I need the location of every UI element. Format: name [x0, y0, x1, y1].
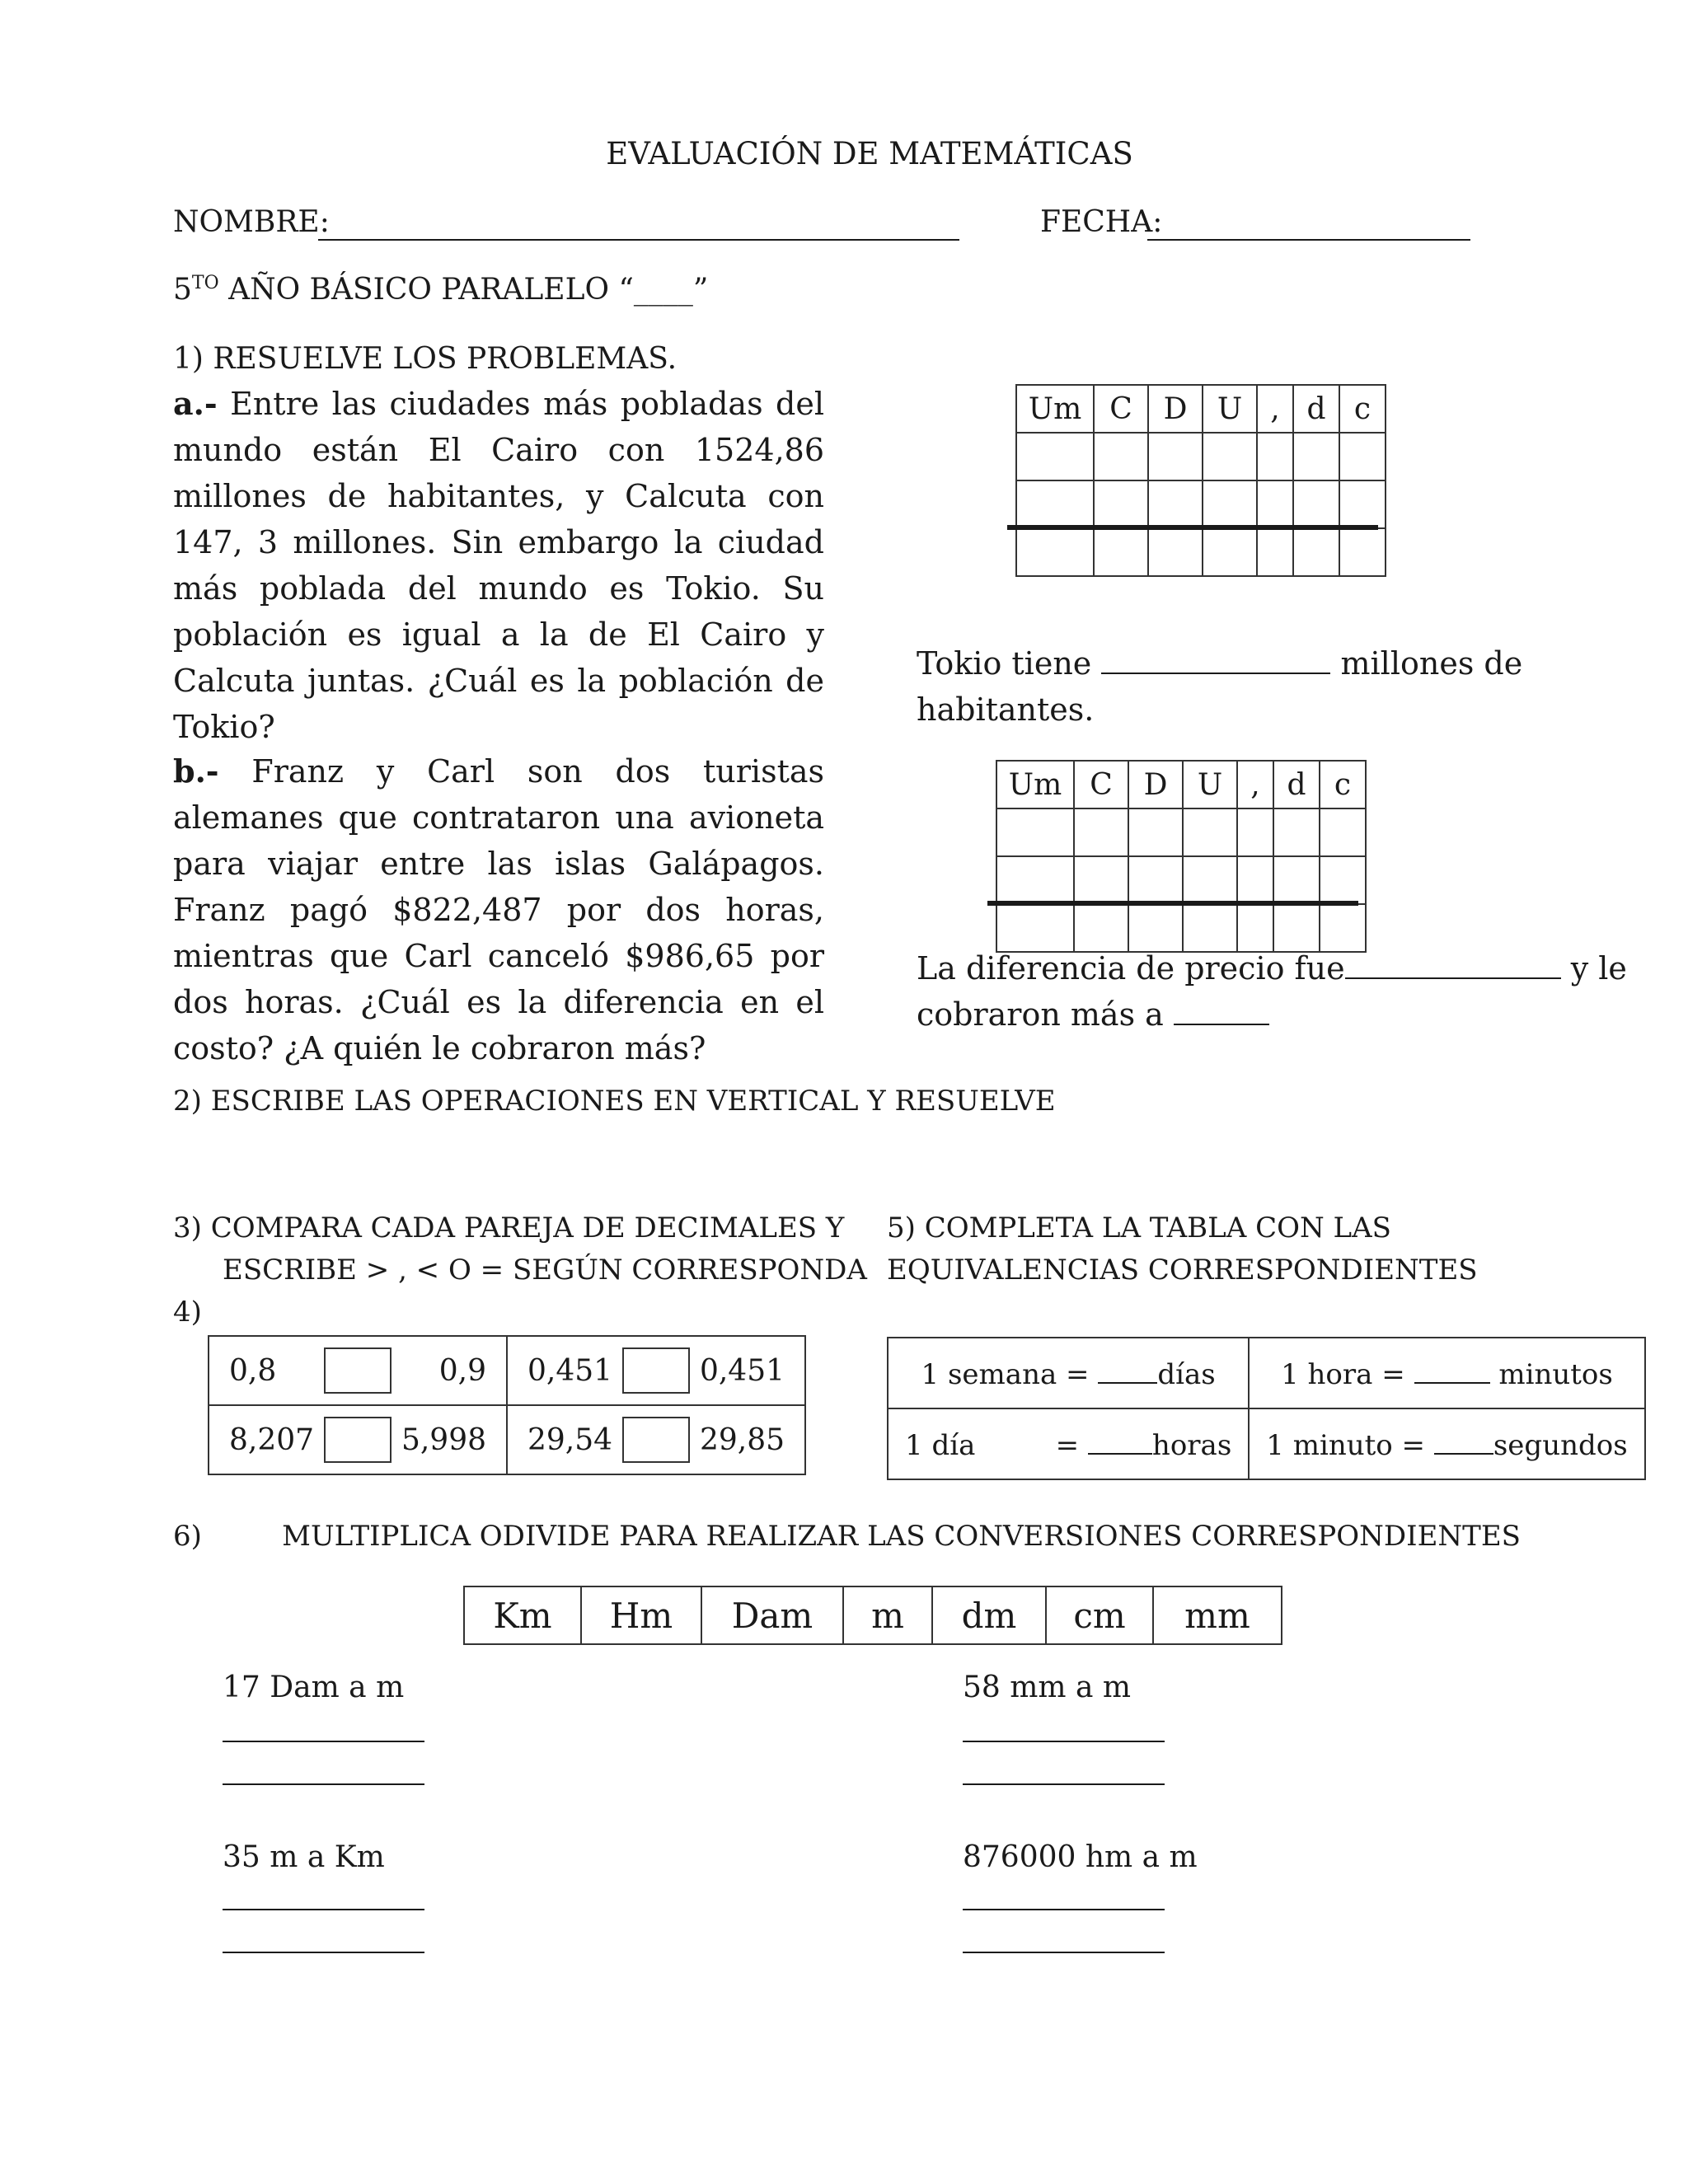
- item4-label: 4): [173, 1296, 202, 1329]
- nombre-field[interactable]: [318, 239, 959, 241]
- conversion-item: 17 Dam a m: [223, 1671, 405, 1704]
- equivalence-label: 1 semana =: [921, 1357, 1099, 1391]
- problem-b-label: b.-: [173, 752, 219, 790]
- equivalence-cell: [888, 1408, 1249, 1479]
- equivalence-label: 1 minuto =: [1266, 1428, 1434, 1462]
- answer-line[interactable]: [963, 1907, 1165, 1910]
- equivalence-unit: minutos: [1489, 1357, 1613, 1391]
- fecha-label: FECHA:: [1040, 205, 1163, 239]
- subtraction-bar: [987, 901, 1358, 906]
- pv-header: d: [1293, 385, 1339, 433]
- compare-left: 29,54: [528, 1422, 613, 1457]
- compare-answer-box[interactable]: [622, 1417, 690, 1463]
- equivalence-blank[interactable]: [1098, 1356, 1157, 1384]
- answer-a-blank[interactable]: [1101, 646, 1330, 674]
- compare-answer-box[interactable]: [324, 1347, 392, 1394]
- pv-row[interactable]: [1016, 528, 1386, 576]
- pv-header: Um: [996, 761, 1074, 808]
- units-table: [463, 1586, 1282, 1645]
- compare-cell: [209, 1405, 507, 1474]
- pv-header: D: [1128, 761, 1183, 808]
- section2-heading: 2) ESCRIBE LAS OPERACIONES EN VERTICAL Y RESUELVE: [173, 1085, 1056, 1118]
- equivalence-blank[interactable]: [1434, 1427, 1493, 1455]
- compare-right: 0,451: [699, 1353, 785, 1388]
- unit-cell: Hm: [581, 1586, 701, 1644]
- compare-right: 5,998: [401, 1422, 486, 1457]
- pv-header: C: [1094, 385, 1148, 433]
- answer-line[interactable]: [223, 1782, 424, 1785]
- equivalence-cell: [1249, 1408, 1644, 1479]
- pv-header: U: [1183, 761, 1237, 808]
- unit-cell: Dam: [701, 1586, 843, 1644]
- grade-sup: TO: [191, 273, 219, 293]
- equivalence-blank[interactable]: [1414, 1356, 1490, 1384]
- place-value-table-a: [1015, 384, 1386, 577]
- answer-b-name-blank[interactable]: [1174, 997, 1269, 1025]
- unit-cell: mm: [1153, 1586, 1282, 1644]
- grade-line: [173, 272, 708, 307]
- place-value-header-row: [996, 761, 1366, 808]
- answer-line[interactable]: [223, 1739, 424, 1742]
- pv-header: c: [1339, 385, 1386, 433]
- answer-a: [917, 645, 1522, 683]
- answer-line[interactable]: [223, 1907, 424, 1910]
- pv-row[interactable]: [1016, 480, 1386, 528]
- conversion-item: 58 mm a m: [963, 1671, 1132, 1704]
- fecha-field[interactable]: [1147, 239, 1470, 241]
- answer-b-pre: La diferencia de precio fue: [917, 950, 1345, 987]
- answer-b-post: y le: [1570, 950, 1627, 987]
- equivalence-cell: [888, 1338, 1249, 1408]
- unit-cell: dm: [932, 1586, 1046, 1644]
- pv-header: c: [1320, 761, 1366, 808]
- answer-a-pre: Tokio tiene: [917, 645, 1092, 682]
- equivalence-blank[interactable]: [1088, 1427, 1152, 1455]
- pv-header: C: [1074, 761, 1128, 808]
- section5-heading-line1: 5) COMPLETA LA TABLA CON LAS: [887, 1212, 1391, 1244]
- problem-b-text: Franz y Carl son dos turistas alemanes que contrataron una avioneta para viajar entre las islas Galápagos. Franz pagó $822,487 por dos horas, mientras que Carl canceló $986,65 por dos horas. ¿Cuál es la diferencia en el costo? ¿A quién le cobraron más?: [173, 753, 824, 1066]
- pv-row[interactable]: [996, 808, 1366, 856]
- compare-answer-box[interactable]: [622, 1347, 690, 1394]
- answer-a-post: millones de: [1340, 645, 1523, 682]
- section3-heading-line2: ESCRIBE > , < O = SEGÚN CORRESPONDA: [223, 1254, 867, 1286]
- conversion-item: 35 m a Km: [223, 1840, 385, 1874]
- grade-prefix: 5: [173, 273, 192, 307]
- section6-heading: 6) MULTIPLICA ODIVIDE PARA REALIZAR LAS CONVERSIONES CORRESPONDIENTES: [173, 1520, 1521, 1553]
- pv-header: d: [1273, 761, 1320, 808]
- sum-bar: [1007, 525, 1378, 530]
- unit-cell: cm: [1046, 1586, 1153, 1644]
- pv-row[interactable]: [1016, 433, 1386, 480]
- equivalence-table: [887, 1337, 1646, 1480]
- compare-cell: [507, 1336, 805, 1405]
- answer-b-line2: [917, 996, 1269, 1034]
- answer-line[interactable]: [963, 1782, 1165, 1785]
- compare-right: 29,85: [699, 1422, 785, 1457]
- section1-heading: 1) RESUELVE LOS PROBLEMAS.: [173, 342, 678, 376]
- equivalence-unit: horas: [1151, 1428, 1232, 1462]
- pv-header: Um: [1016, 385, 1094, 433]
- compare-right: 0,9: [438, 1353, 486, 1388]
- pv-header: U: [1203, 385, 1257, 433]
- place-value-table-b: [996, 760, 1367, 953]
- unit-cell: m: [843, 1586, 932, 1644]
- section5-heading-line2: EQUIVALENCIAS CORRESPONDIENTES: [887, 1254, 1478, 1286]
- pv-row[interactable]: [996, 856, 1366, 904]
- answer-line[interactable]: [963, 1950, 1165, 1953]
- equivalence-unit: días: [1157, 1357, 1216, 1391]
- place-value-header-row: [1016, 385, 1386, 433]
- problem-a-text: Entre las ciudades más pobladas del mundo están El Cairo con 1524,86 millones de habitantes, y Calcuta con 147, 3 millones. Sin embargo la ciudad más poblada del mundo es Tokio. Su población es igual a la de El Cairo y Calcuta juntas. ¿Cuál es la población de Tokio?: [173, 386, 824, 745]
- answer-line[interactable]: [223, 1950, 424, 1953]
- conversion-item: 876000 hm a m: [963, 1840, 1198, 1874]
- answer-a-line2: habitantes.: [917, 691, 1095, 728]
- pv-header: ,: [1257, 385, 1293, 433]
- problem-a: [173, 381, 824, 750]
- problem-a-label: a.-: [173, 385, 218, 422]
- equivalence-label: 1 día =: [905, 1428, 1088, 1462]
- equivalence-label: 1 hora =: [1281, 1357, 1414, 1391]
- answer-b-line2-text: cobraron más a: [917, 996, 1164, 1033]
- compare-cell: [209, 1336, 507, 1405]
- unit-cell: Km: [464, 1586, 581, 1644]
- equivalence-unit: segundos: [1493, 1428, 1628, 1462]
- problem-b: [173, 748, 824, 1071]
- nombre-label: NOMBRE:: [173, 205, 330, 239]
- answer-b-blank[interactable]: [1345, 951, 1561, 979]
- page-title: EVALUACIÓN DE MATEMÁTICAS: [606, 136, 1133, 171]
- compare-table: [208, 1335, 806, 1475]
- pv-header: ,: [1237, 761, 1273, 808]
- compare-answer-box[interactable]: [324, 1417, 392, 1463]
- pv-header: D: [1148, 385, 1203, 433]
- compare-left: 0,451: [528, 1353, 613, 1388]
- answer-line[interactable]: [963, 1739, 1165, 1742]
- compare-cell: [507, 1405, 805, 1474]
- answer-b: [917, 950, 1627, 988]
- grade-text: AÑO BÁSICO PARALELO “____”: [228, 273, 709, 307]
- compare-left: 8,207: [229, 1422, 315, 1457]
- equivalence-cell: [1249, 1338, 1644, 1408]
- pv-row[interactable]: [996, 904, 1366, 952]
- section3-heading-line1: 3) COMPARA CADA PAREJA DE DECIMALES Y: [173, 1212, 845, 1244]
- compare-left: 0,8: [229, 1353, 277, 1388]
